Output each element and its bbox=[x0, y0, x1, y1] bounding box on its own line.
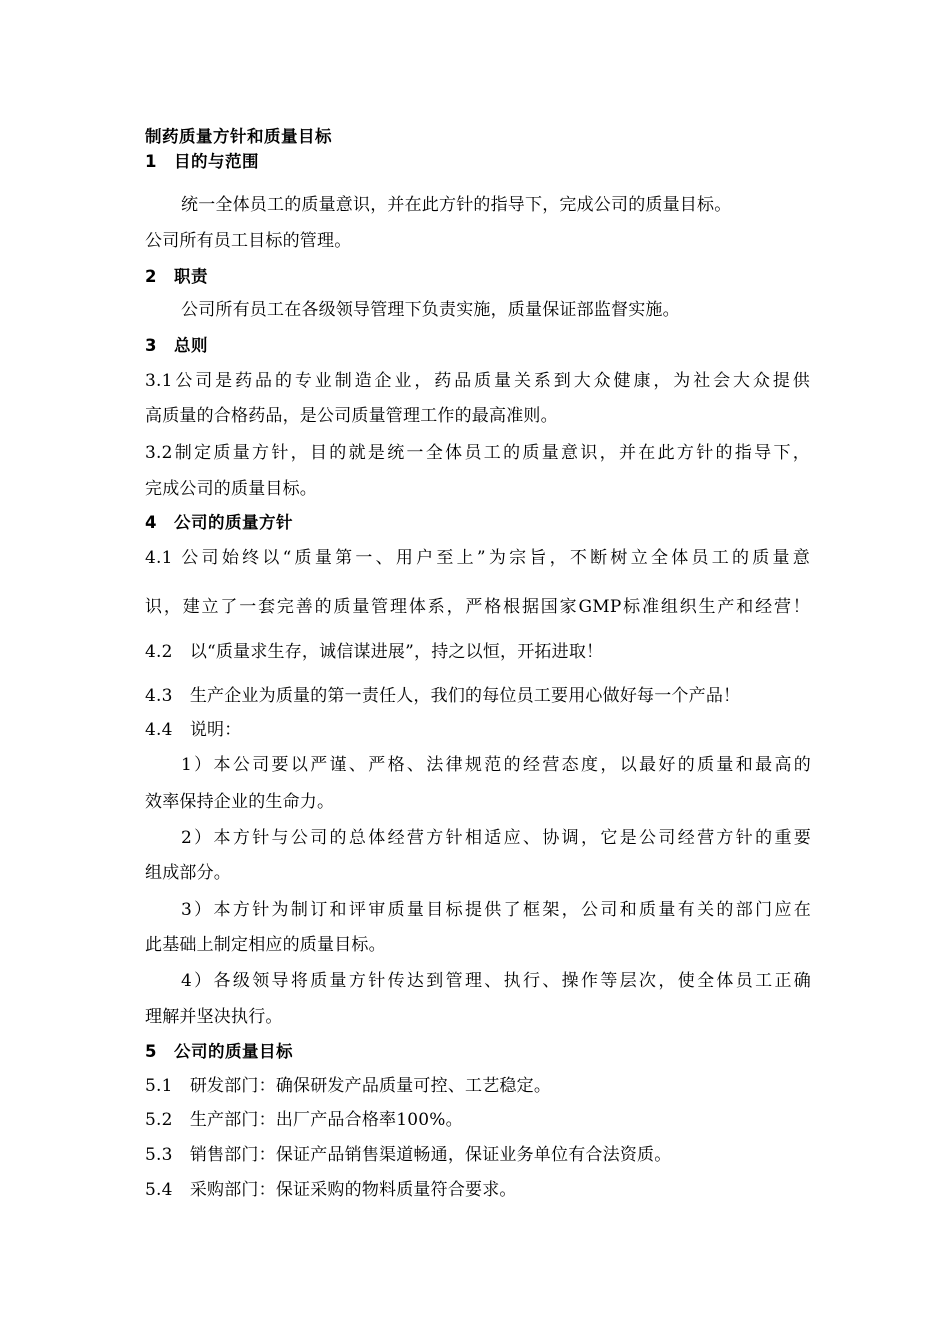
section-4-heading: 4 公司的质量方针 bbox=[145, 513, 293, 532]
document-title: 制药质量方针和质量目标 bbox=[145, 127, 332, 146]
section-1-line-2: 公司所有员工目标的管理。 bbox=[145, 231, 352, 251]
section-4-line-7: 效率保持企业的生命力。 bbox=[145, 792, 335, 812]
section-4-line-12: 4）各级领导将质量方针传达到管理、执行、操作等层次，使全体员工正确 bbox=[181, 971, 811, 991]
section-1-line-1: 统一全体员工的质量意识，并在此方针的指导下，完成公司的质量目标。 bbox=[181, 195, 732, 215]
section-5-line-3: 5.3 销售部门：保证产品销售渠道畅通，保证业务单位有合法资质。 bbox=[145, 1145, 672, 1165]
section-5-line-4: 5.4 采购部门：保证采购的物料质量符合要求。 bbox=[145, 1180, 517, 1200]
section-5-heading: 5 公司的质量目标 bbox=[145, 1042, 293, 1061]
section-2-heading: 2 职责 bbox=[145, 267, 208, 286]
section-4-line-13: 理解并坚决执行。 bbox=[145, 1007, 283, 1027]
section-4-line-1: 4.1 公司始终以“质量第一、用户至上”为宗旨，不断树立全体员工的质量意 bbox=[145, 548, 810, 568]
section-4-line-11: 此基础上制定相应的质量目标。 bbox=[145, 935, 386, 955]
section-4-line-6: 1）本公司要以严谨、严格、法律规范的经营态度，以最好的质量和最高的 bbox=[181, 755, 811, 775]
section-3-line-4: 完成公司的质量目标。 bbox=[145, 479, 317, 499]
section-4-line-9: 组成部分。 bbox=[145, 863, 231, 883]
section-3-line-3: 3.2制定质量方针，目的就是统一全体员工的质量意识，并在此方针的指导下， bbox=[145, 443, 810, 463]
section-4-line-3: 4.2 以“质量求生存，诚信谋进展”，持之以恒，开拓进取！ bbox=[145, 642, 604, 662]
section-4-line-8: 2）本方针与公司的总体经营方针相适应、协调，它是公司经营方针的重要 bbox=[181, 828, 811, 848]
section-4-line-5: 4.4 说明： bbox=[145, 720, 242, 740]
section-3-heading: 3 总则 bbox=[145, 336, 208, 355]
section-5-line-2: 5.2 生产部门：出厂产品合格率100%。 bbox=[145, 1110, 463, 1130]
section-5-line-1: 5.1 研发部门：确保研发产品质量可控、工艺稳定。 bbox=[145, 1076, 552, 1096]
section-4-line-2: 识，建立了一套完善的质量管理体系，严格根据国家GMP标准组织生产和经营！ bbox=[145, 597, 810, 617]
section-3-line-1: 3.1公司是药品的专业制造企业，药品质量关系到大众健康，为社会大众提供 bbox=[145, 371, 810, 391]
section-2-line-1: 公司所有员工在各级领导管理下负责实施，质量保证部监督实施。 bbox=[181, 300, 680, 320]
section-1-heading: 1 目的与范围 bbox=[145, 152, 259, 171]
section-4-line-4: 4.3 生产企业为质量的第一责任人，我们的每位员工要用心做好每一个产品！ bbox=[145, 686, 741, 706]
section-3-line-2: 高质量的合格药品，是公司质量管理工作的最高准则。 bbox=[145, 406, 558, 426]
section-4-line-10: 3）本方针为制订和评审质量目标提供了框架，公司和质量有关的部门应在 bbox=[181, 900, 811, 920]
